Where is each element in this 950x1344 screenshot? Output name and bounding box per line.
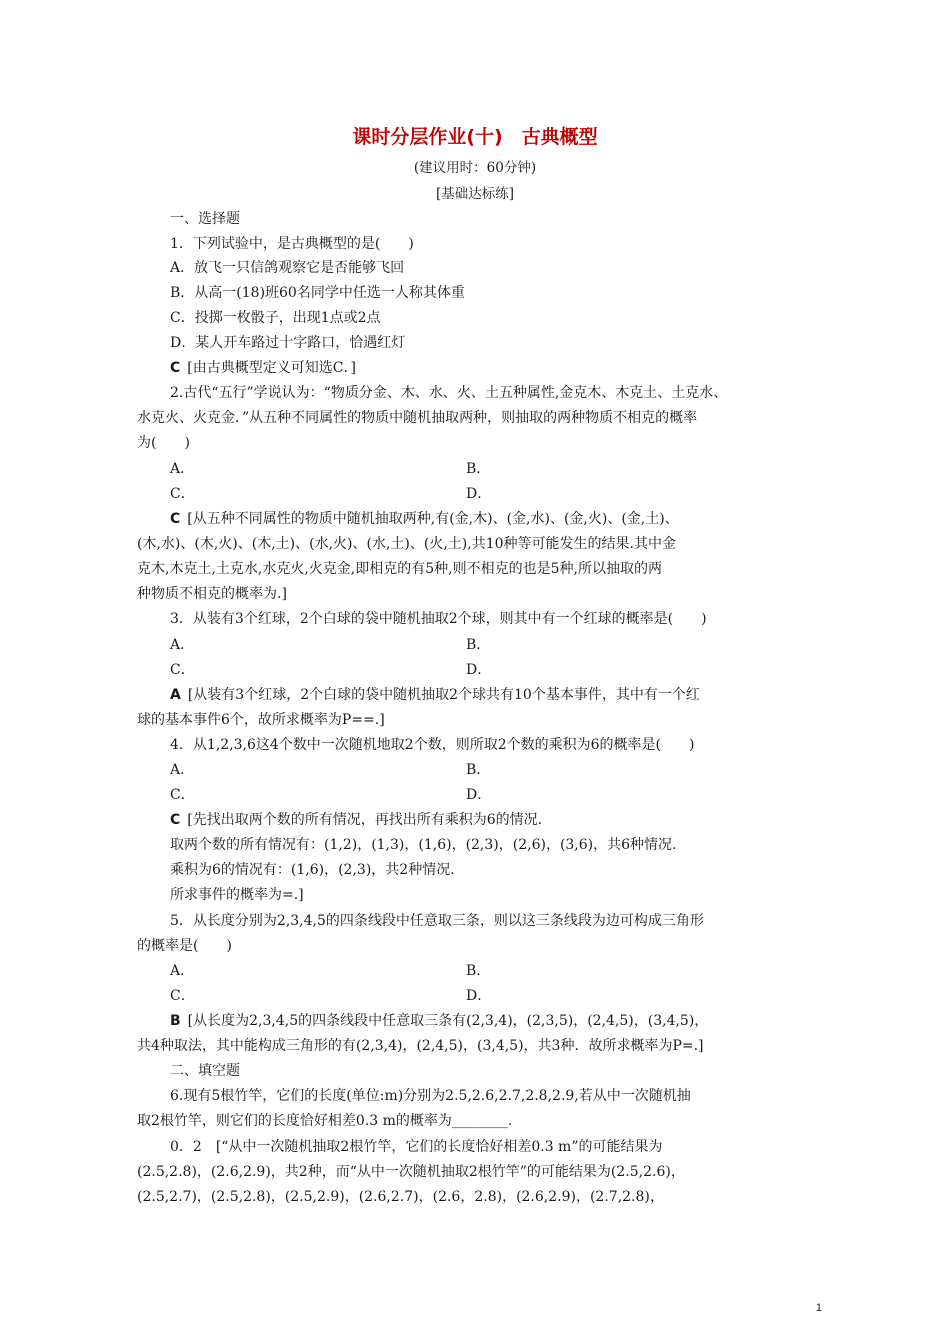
line-text: 取2根竹竿，则它们的长度恰好相差0.3 m的概率为________. <box>137 1113 513 1129</box>
answer-letter: C <box>170 812 181 828</box>
text-line <box>170 635 194 655</box>
text-line <box>170 660 195 680</box>
text-line <box>137 1162 685 1182</box>
text-line <box>170 209 240 229</box>
line-text: 为( ) <box>137 435 190 451</box>
text-line <box>170 283 465 303</box>
line-text: 克木,木克土,土克水,水克火,火克金,即相克的有5种,则不相克的也是5种,所以抽取的两 <box>137 561 662 577</box>
line-text: (2.5,2.7)，(2.5,2.8)，(2.5,2.9)，(2.6,2.7)，(2.6，2.8)，(2.6,2.9)，(2.7,2.8)， <box>137 1189 664 1205</box>
line-text: C． <box>170 787 195 803</box>
text-line <box>137 1036 704 1056</box>
text-line <box>170 735 694 755</box>
text-line <box>170 383 727 403</box>
line-text: B． <box>466 963 491 979</box>
line-text: B． <box>466 461 491 477</box>
line-text: 种物质不相克的概率为.] <box>137 586 287 602</box>
text-line <box>170 358 356 378</box>
line-text: A． <box>170 963 195 979</box>
text-line <box>466 660 491 680</box>
line-text: 6.现有5根竹竿，它们的长度(单位:m)分别为2.5,2.6,2.7,2.8,2.9,若从中一次随机抽 <box>170 1088 691 1104</box>
text-line <box>137 710 385 730</box>
line-text: [由古典概型定义可知选C．] <box>187 360 356 376</box>
line-text: 一、选择题 <box>170 211 240 227</box>
text-line <box>170 459 194 479</box>
line-text: D．某人开车路过十字路口，恰遇红灯 <box>170 335 406 351</box>
line-text: [从装有3个红球，2个白球的袋中随机抽取2个球共有10个基本事件，其中有一个红 <box>187 687 700 703</box>
text-line <box>170 885 304 905</box>
line-text: 的概率是( ) <box>137 938 232 954</box>
text-line <box>137 936 232 956</box>
text-line <box>170 835 677 855</box>
suggested-time: (建议用时：60分钟) <box>413 160 537 176</box>
line-text: C． <box>170 662 195 678</box>
text-line <box>170 333 405 353</box>
text-line <box>170 810 542 830</box>
text-line <box>466 785 491 805</box>
text-line <box>137 408 697 428</box>
answer-letter: C <box>170 511 181 527</box>
section-tag: [基础达标练] <box>435 186 515 202</box>
line-text: B． <box>466 762 491 778</box>
line-text: A． <box>170 762 195 778</box>
line-text: C． <box>170 486 195 502</box>
line-text: 所求事件的概率为=.] <box>170 887 304 903</box>
line-text: 水克火、火克金．”从五种不同属性的物质中随机抽取两种，则抽取的两种物质不相克的概率 <box>137 410 698 426</box>
line-text: 3．从装有3个红球，2个白球的袋中随机抽取2个球，则其中有一个红球的概率是( ) <box>170 611 707 627</box>
line-text: D． <box>466 988 492 1004</box>
text-line <box>170 1137 663 1157</box>
page-title: 课时分层作业(十) 古典概型 <box>352 126 598 148</box>
text-line <box>170 860 455 880</box>
line-text: A．放飞一只信鸽观察它是否能够飞回 <box>170 260 405 276</box>
text-line <box>466 484 491 504</box>
text-line <box>170 685 700 705</box>
line-text: 5．从长度分别为2,3,4,5的四条线段中任意取三条，则以这三条线段为边可构成三角形 <box>170 913 704 929</box>
line-text: B． <box>466 637 491 653</box>
text-line <box>137 584 287 604</box>
line-text: 4．从1,2,3,6这4个数中一次随机地取2个数，则所取2个数的乘积为6的概率是( ) <box>170 737 695 753</box>
answer-letter: C <box>170 360 181 376</box>
text-line <box>170 484 195 504</box>
line-text: C．投掷一枚骰子，出现1点或2点 <box>170 310 381 326</box>
text-line <box>170 234 414 254</box>
line-text: 二、填空题 <box>170 1063 240 1079</box>
line-text: (木,水)、(木,火)、(木,土)、(水,火)、(水,土)、(火,土),共10种等可能发生的结果.其中金 <box>137 536 676 552</box>
line-text: [从五种不同属性的物质中随机抽取两种,有(金,木)、(金,水)、(金,火)、(金,土)、 <box>187 511 679 527</box>
text-line <box>137 1111 512 1131</box>
answer-letter: B <box>170 1013 181 1029</box>
text-line <box>170 961 194 981</box>
line-text: 1．下列试验中，是古典概型的是( ) <box>170 236 414 252</box>
line-text: A． <box>170 461 195 477</box>
text-line <box>170 308 381 328</box>
text-line <box>170 1086 691 1106</box>
line-text: 取两个数的所有情况有：(1,2)，(1,3)，(1,6)，(2,3)，(2,6)，(3,6)，共6种情况. <box>170 837 677 853</box>
line-text: 2.古代“五行”学说认为：“物质分金、木、水、火、土五种属性,金克木、木克土、土克水、 <box>170 385 728 401</box>
text-line <box>137 534 676 554</box>
line-text: 0．2 [“从中一次随机抽取2根竹竿，它们的长度恰好相差0.3 m”的可能结果为 <box>170 1139 663 1155</box>
text-line <box>170 509 679 529</box>
line-text: 球的基本事件6个，故所求概率为P==.] <box>137 712 385 728</box>
line-text: [先找出取两个数的所有情况，再找出所有乘积为6的情况. <box>187 812 543 828</box>
text-line <box>170 911 704 931</box>
line-text: A． <box>170 637 195 653</box>
text-line <box>466 986 491 1006</box>
text-line <box>170 1061 240 1081</box>
text-line <box>137 433 190 453</box>
text-line <box>137 559 662 579</box>
line-text: 共4种取法，其中能构成三角形的有(2,3,4)，(2,4,5)，(3,4,5)，共3种．故所求概率为P=.] <box>137 1038 704 1054</box>
answer-letter: A <box>170 687 181 703</box>
text-line <box>137 1187 664 1207</box>
text-line <box>466 635 490 655</box>
text-line <box>170 785 195 805</box>
text-line <box>170 986 195 1006</box>
text-line <box>170 258 404 278</box>
line-text: D． <box>466 486 492 502</box>
page-number: 1 <box>815 1302 822 1314</box>
text-line <box>466 760 490 780</box>
line-text: C． <box>170 988 195 1004</box>
line-text: [从长度为2,3,4,5的四条线段中任意取三条有(2,3,4)，(2,3,5)，(2,4,5)，(3,4,5)， <box>187 1013 709 1029</box>
text-line <box>170 1011 708 1031</box>
text-line <box>466 961 490 981</box>
text-line <box>170 760 194 780</box>
line-text: 乘积为6的情况有：(1,6)，(2,3)，共2种情况. <box>170 862 455 878</box>
line-text: D． <box>466 787 492 803</box>
text-line <box>466 459 490 479</box>
line-text: (2.5,2.8)，(2.6,2.9)，共2种，而“从中一次随机抽取2根竹竿”的可能结果为(2.5,2.6)， <box>137 1164 685 1180</box>
text-line <box>170 609 707 629</box>
line-text: D． <box>466 662 492 678</box>
line-text: B．从高一(18)班60名同学中任选一人称其体重 <box>170 285 465 301</box>
